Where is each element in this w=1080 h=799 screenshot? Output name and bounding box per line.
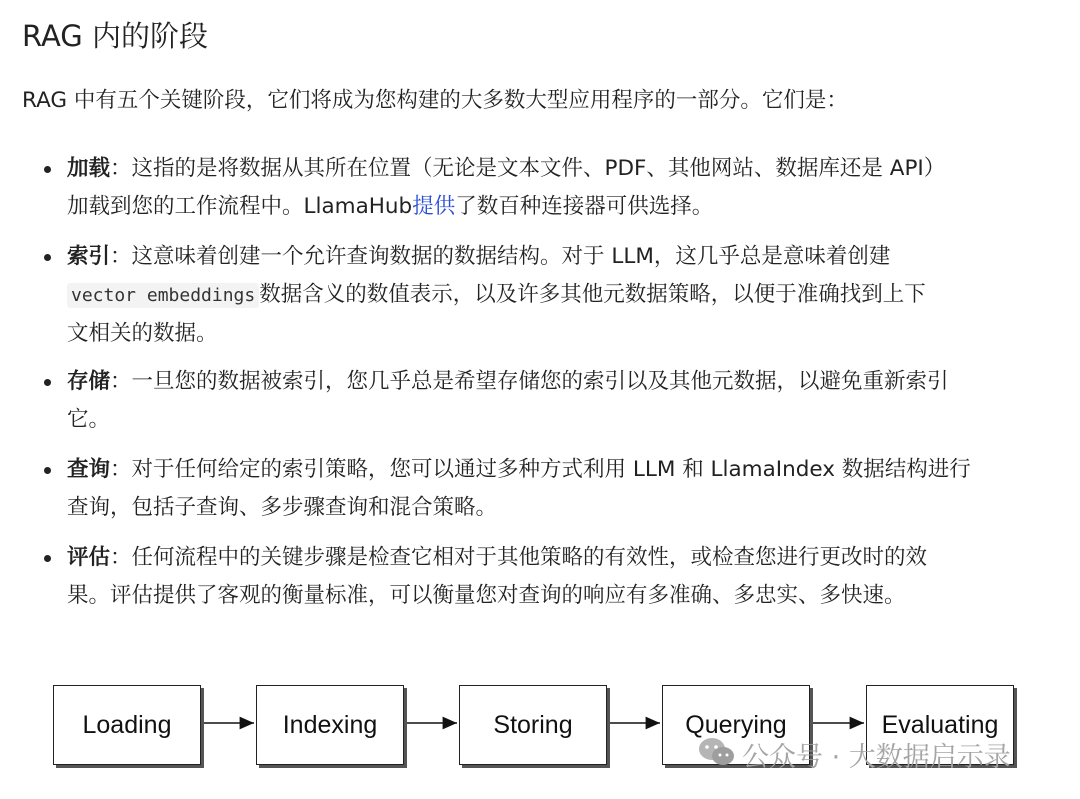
list-item-indexing bbox=[44, 238, 1054, 353]
stage-term: 存储 bbox=[67, 369, 111, 394]
stage-text: 对于任何给定的索引策略，您可以通过多种方式利用 LLM 和 LlamaIndex 数据结构进行 bbox=[131, 457, 971, 482]
bullet-icon bbox=[44, 555, 51, 562]
term-separator: ： bbox=[110, 369, 132, 394]
list-item-storing bbox=[44, 363, 1054, 439]
stage-term: 索引 bbox=[67, 244, 111, 269]
stage-text: 任何流程中的关键步骤是检查它相对于其他策略的有效性，或检查您进行更改时的效 bbox=[131, 545, 928, 570]
stage-list bbox=[44, 150, 1054, 627]
watermark-text: 公众号 · 大数据启示录 bbox=[742, 742, 1011, 773]
flow-box-storing: Storing bbox=[459, 685, 607, 765]
stage-text: 数据含义的数值表示，以及许多其他元数据策略，以便于准确找到上下 bbox=[259, 282, 926, 307]
inline-code: vector embeddings bbox=[67, 283, 259, 308]
intro-paragraph: RAG 中有五个关键阶段，它们将成为您构建的大多数大型应用程序的一部分。它们是： bbox=[22, 88, 848, 113]
list-item-querying bbox=[44, 451, 1054, 527]
provide-link[interactable]: 提供 bbox=[412, 194, 456, 219]
term-separator: ： bbox=[110, 244, 132, 269]
wechat-icon bbox=[697, 736, 737, 768]
flow-box-evaluating: Evaluating bbox=[866, 685, 1014, 765]
stage-term: 查询 bbox=[67, 457, 111, 482]
term-separator: ： bbox=[110, 545, 132, 570]
bullet-icon bbox=[44, 166, 51, 173]
bullet-icon bbox=[44, 379, 51, 386]
bullet-icon bbox=[44, 467, 51, 474]
list-item-loading bbox=[44, 150, 1054, 226]
flow-box-indexing: Indexing bbox=[256, 685, 404, 765]
stage-term: 评估 bbox=[67, 545, 111, 570]
stage-text: 这指的是将数据从其所在位置（无论是文本文件、PDF、其他网站、数据库还是 API） bbox=[131, 156, 946, 181]
term-separator: ： bbox=[110, 457, 132, 482]
stage-text: 果。评估提供了客观的衡量标准，可以衡量您对查询的响应有多准确、多忠实、多快速。 bbox=[67, 583, 906, 608]
stage-text: 了数百种连接器可供选择。 bbox=[455, 194, 714, 219]
list-item-evaluating bbox=[44, 539, 1054, 615]
stage-text: 它。 bbox=[67, 407, 111, 432]
flow-box-loading: Loading bbox=[53, 685, 201, 765]
stage-text: 一旦您的数据被索引，您几乎总是希望存储您的索引以及其他元数据，以避免重新索引 bbox=[131, 369, 949, 394]
stage-term: 加载 bbox=[67, 156, 111, 181]
term-separator: ： bbox=[110, 156, 132, 181]
section-heading: RAG 内的阶段 bbox=[22, 19, 208, 53]
stage-text: 文相关的数据。 bbox=[67, 321, 218, 346]
stage-text: 查询，包括子查询、多步骤查询和混合策略。 bbox=[67, 495, 498, 520]
stage-text: 加载到您的工作流程中。LlamaHub bbox=[67, 194, 413, 219]
bullet-icon bbox=[44, 254, 51, 261]
flow-box-querying: Querying bbox=[662, 685, 810, 765]
stage-text: 这意味着创建一个允许查询数据的数据结构。对于 LLM，这几乎总是意味着创建 bbox=[131, 244, 891, 269]
